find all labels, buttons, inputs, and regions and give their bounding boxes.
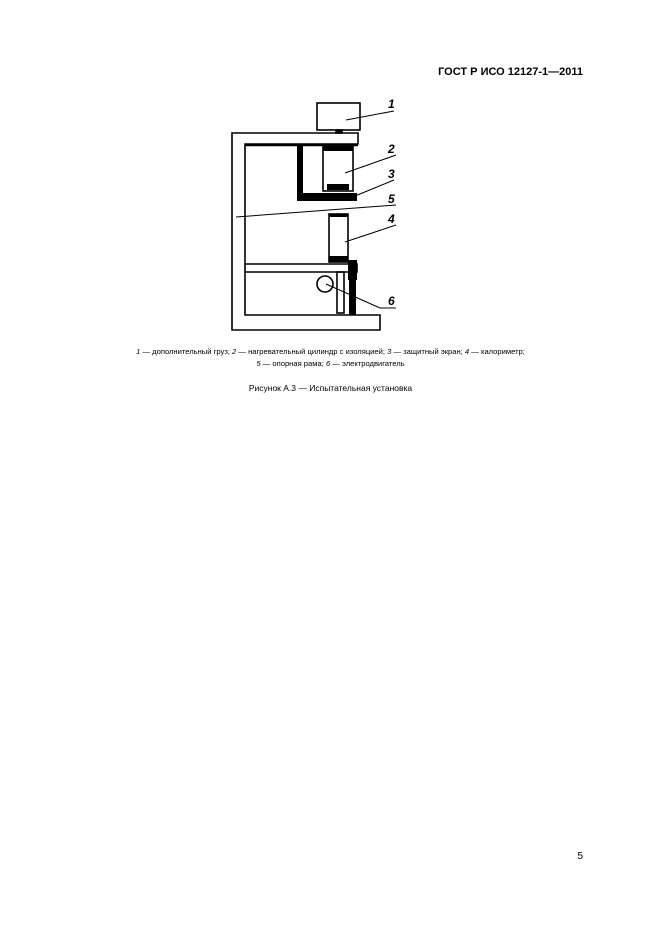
label-3: 3: [388, 167, 395, 181]
label-4: 4: [388, 212, 395, 226]
figure-caption: Рисунок А.3 — Испытательная установка: [248, 383, 413, 393]
document-code: ГОСТ Р ИСО 12127-1—2011: [438, 66, 583, 78]
label-1: 1: [388, 97, 395, 111]
table-leg: [337, 272, 344, 313]
table-leg-dark: [349, 272, 356, 315]
shield-side: [297, 145, 303, 201]
motor: [317, 276, 333, 292]
support-frame: [232, 133, 380, 330]
shield-bottom: [297, 193, 357, 201]
page-number: 5: [577, 851, 583, 862]
calorimeter: [329, 214, 348, 262]
label-6: 6: [388, 294, 395, 308]
label-2: 2: [388, 142, 395, 156]
legend-line-1: 1 — дополнительный груз; 2 — нагревательный цилиндр с изоляцией; 3 — защитный экран; 4 — калориметр;: [136, 347, 525, 356]
table: [245, 264, 357, 272]
additional-weight: [317, 103, 360, 130]
legend-line-2: 5 — опорная рама; 6 — электродвигатель: [256, 359, 405, 368]
label-5: 5: [388, 192, 395, 206]
